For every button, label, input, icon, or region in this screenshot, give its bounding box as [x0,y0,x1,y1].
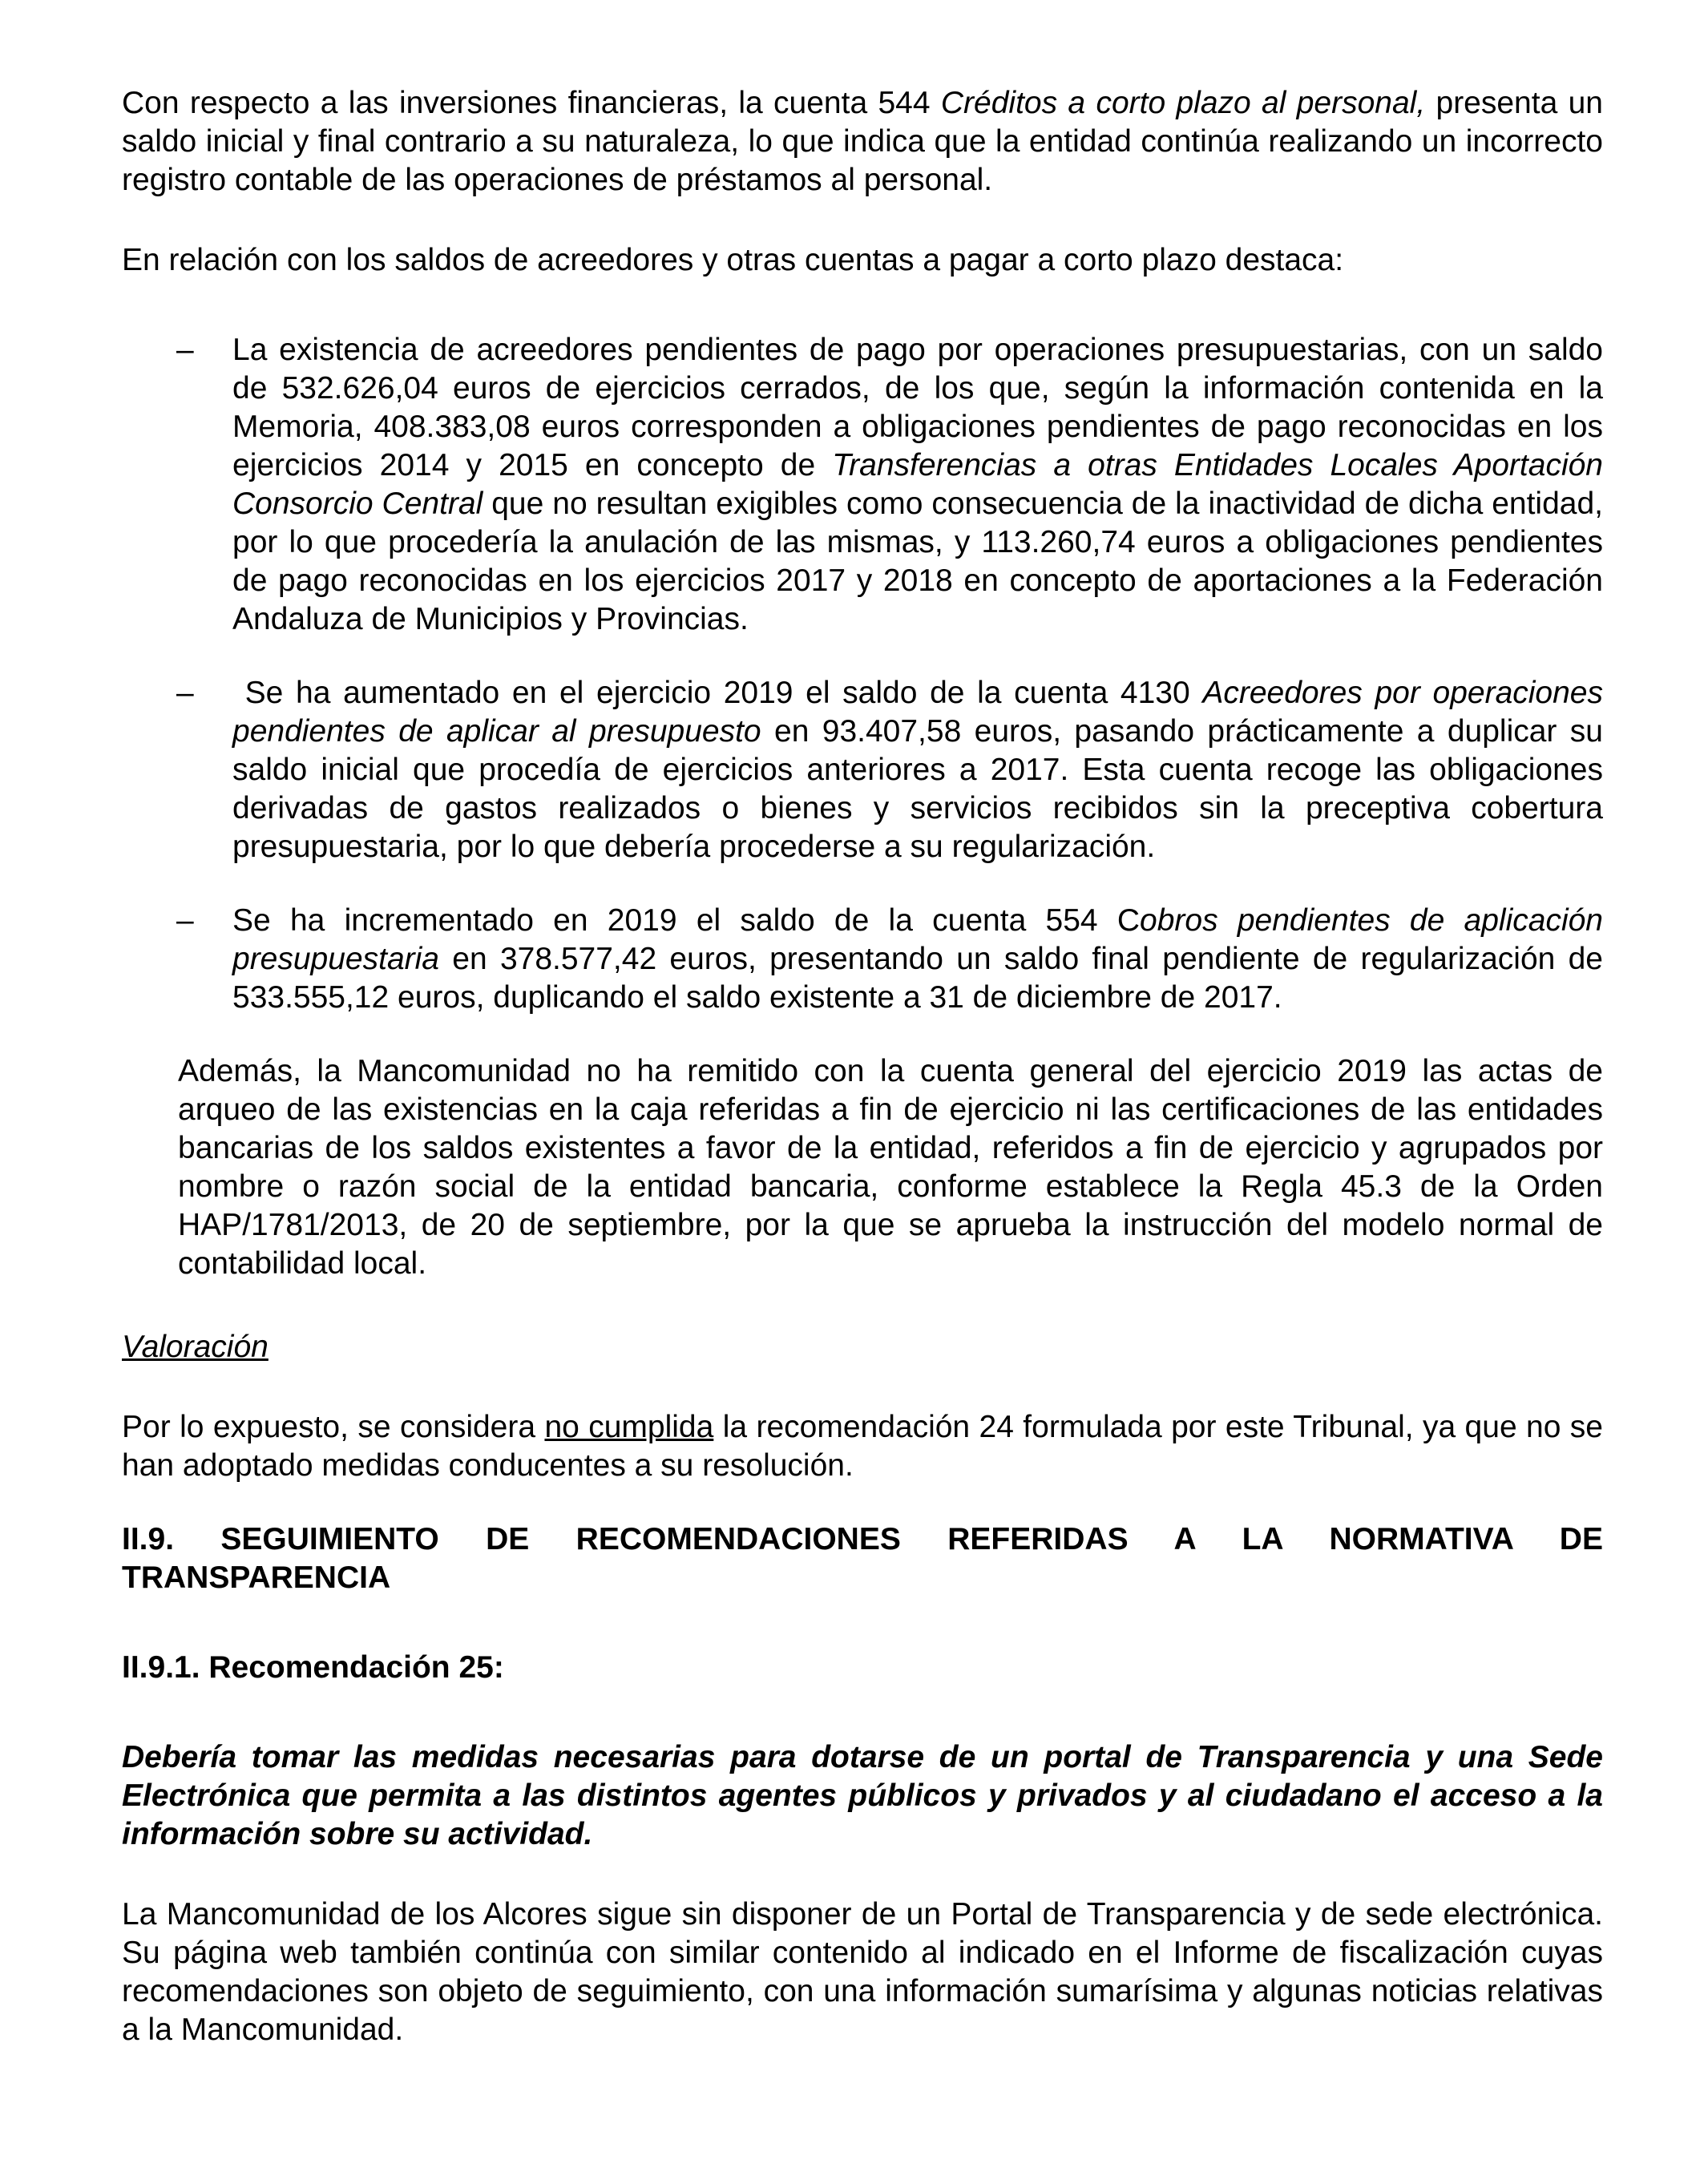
italic-text-run: Transferencias a otras Entidades Locales Aportación Consorcio Central [232,448,1603,521]
bullet-item [122,902,1603,1017]
italic-text-run: Acreedores por operaciones pendientes de aplicar al presupuesto [232,676,1603,749]
text-run: Con respecto a las inversiones financieras, la cuenta 544 [122,86,941,120]
subsection-heading [122,1649,1603,1687]
text-run: Se ha incrementado en 2019 el saldo de la cuenta 554 C [232,903,1141,938]
section-heading-line1: II.9. SEGUIMIENTO DE RECOMENDACIONES REFERIDAS A LA NORMATIVA DE [122,1522,1603,1556]
bullet-list [122,331,1603,1017]
text-run: en 93.407,58 euros, pasando prácticamente a duplicar su saldo inicial que procedía de ejercicios anteriores a 2017. Esta cuenta recoge las obligaciones derivadas de gastos realizados o bienes y servicios recibidos sin la preceptiva cobertura presupuestaria, por lo que debería procederse a su regularización. [232,714,1603,864]
lead-paragraph [122,241,1603,280]
text-run: Por lo expuesto, se considera [122,1410,545,1444]
recommendation-paragraph [122,1738,1603,1854]
valoracion-heading [122,1328,1603,1367]
underlined-text-run: no cumplida [544,1410,714,1444]
dash-bullet-marker: – [176,676,194,710]
text-run: presenta un saldo inicial y final contrario a su naturaleza, lo que indica que la entidad continúa realizando un incorrecto registro contable de las operaciones de préstamos al personal. [122,86,1603,197]
text-run: Se ha aumentado en el ejercicio 2019 el saldo de la cuenta 4130 [232,676,1203,710]
text-run: Además, la Mancomunidad no ha remitido con la cuenta general del ejercicio 2019 las actas de arqueo de las existencias en la caja referidas a fin de ejercicio ni las certificaciones de las entidades bancarias de los saldos existentes a favor de la entidad, referidos a fin de ejercicio y agrupados por nombre o razón social de la entidad bancaria, conforme establece la Regla 45.3 de la Orden HAP/1781/2013, de 20 de septiembre, por la que se aprueba la instrucción del modelo normal de contabilidad local. [178,1054,1603,1281]
intro-paragraph [122,84,1603,200]
bullet-item [122,331,1603,639]
text-run: la recomendación 24 formulada por este Tribunal, ya que no se han adoptado medidas conducentes a su resolución. [122,1410,1603,1483]
dash-bullet-marker: – [176,903,194,938]
closing-paragraph [122,1895,1603,2049]
text-run: en 378.577,42 euros, presentando un saldo final pendiente de regularización de 533.555,12 euros, duplicando el saldo existente a 31 de diciembre de 2017. [232,942,1603,1015]
section-heading-line2: TRANSPARENCIA [122,1560,391,1595]
text-run: La Mancomunidad de los Alcores sigue sin disponer de un Portal de Transparencia y de sede electrónica. Su página web también continúa con similar contenido al indicado en el Informe de fiscalización cuyas recomendaciones son objeto de seguimiento, con una información sumarísima y algunas noticias relativas a la Mancomunidad. [122,1897,1603,2047]
valoracion-paragraph [122,1408,1603,1485]
section-heading [122,1520,1603,1597]
text-run: que no resultan exigibles como consecuencia de la inactividad de dicha entidad, por lo que procedería la anulación de las mismas, y 113.260,74 euros a obligaciones pendientes de pago reconocidas en los ejercicios 2017 y 2018 en concepto de aportaciones a la Federación Andaluza de Municipios y Provincias. [232,486,1604,636]
dash-bullet-marker: – [176,333,194,367]
bullet-item [122,674,1603,866]
text-run: En relación con los saldos de acreedores y otras cuentas a pagar a corto plazo destaca: [122,243,1344,277]
text-run: La existencia de acreedores pendientes de pago por operaciones presupuestarias, con un saldo de 532.626,04 euros de ejercicios cerrados, de los que, según la información contenida en la Memoria, 408.383,08 euros corresponden a obligaciones pendientes de pago reconocidas en los ejercicios 2014 y 2015 en concepto de [232,333,1603,482]
heading-text: II.9.1. Recomendación 25: [122,1650,504,1685]
heading-text: Valoración [122,1330,269,1364]
text-run: Debería tomar las medidas necesarias para dotarse de un portal de Transparencia y una Sede Electrónica que permita a las distintos agentes públicos y privados y al ciudadano el acceso a la información sobre su actividad. [122,1740,1603,1851]
ademas-paragraph [178,1052,1603,1283]
italic-text-run: obros pendientes de aplicación presupuestaria [232,903,1603,976]
italic-text-run: Créditos a corto plazo al personal, [940,86,1426,120]
